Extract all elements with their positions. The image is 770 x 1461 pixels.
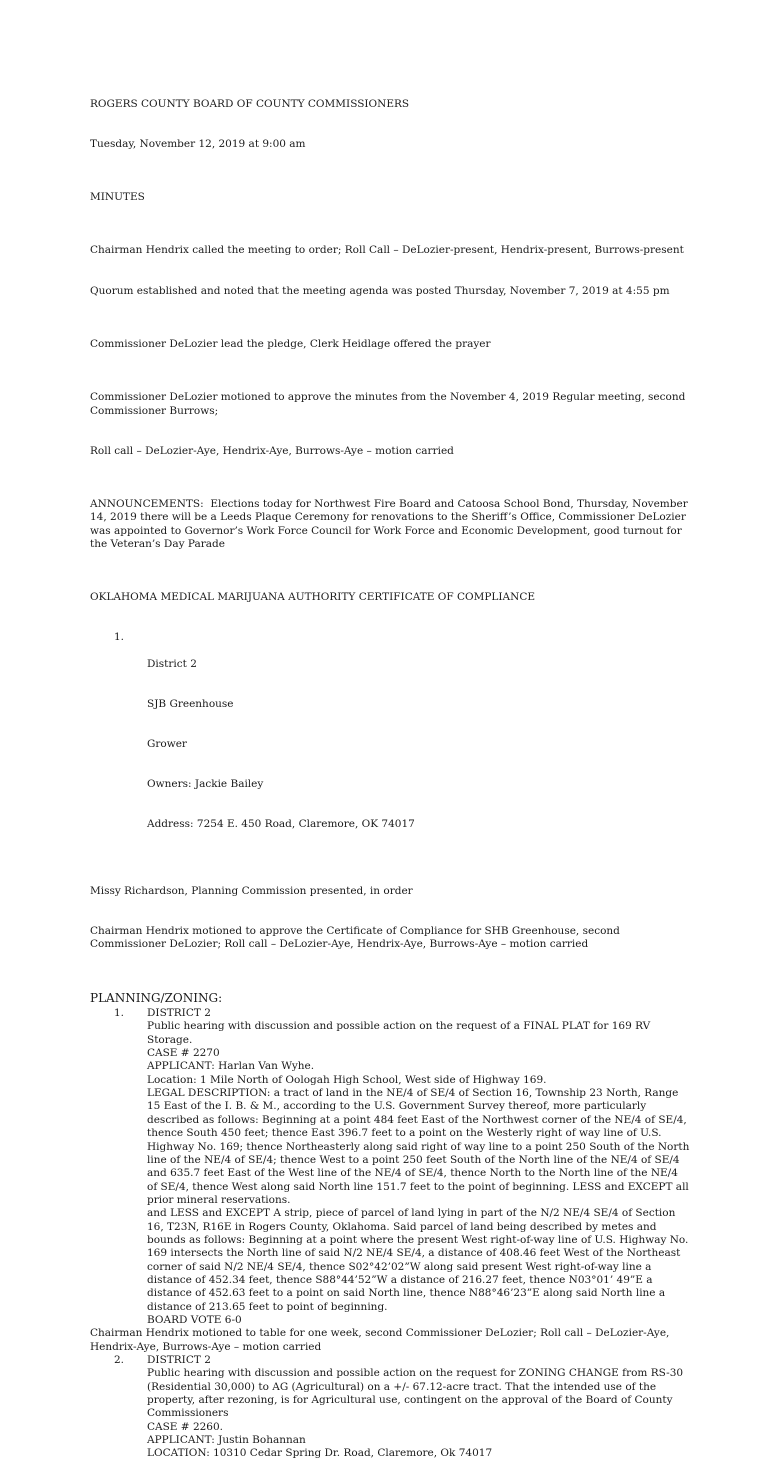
item1-strip-description: and LESS and EXCEPT A strip, piece of parcel of land lying in part of the N/2 NE/4 SE/4 of Section 16, T23N, R16E in Rogers County, Oklahoma. Said parcel of land being described by metes and bounds as follows: Beginning at a point where the present West right-of-way line of U.S. Highway No. 169 intersects the North line of said N/2 NE/4 SE/4, a distance of 408.46 feet West of the Northeast corner of said N/2 NE/4 SE/4, thence S02°42’02”W along said present West right-of-way line a distance of 452.34 feet, thence S88°44’52”W a distance of 216.27 feet, thence N03°01’ 49”E a distance of 452.63 feet to a point on said North line, thence N88°46’23”E along said North line a distance of 213.65 feet to point of beginning. (147, 1207, 692, 1313)
ommca-item (90, 631, 690, 858)
planning-item-1-number: 1. (114, 1007, 125, 1020)
roll-call-text: Chairman Hendrix called the meeting to order; Roll Call – DeLozier-present, Hendrix-present, Burrows-present (90, 244, 684, 257)
quorum-text: Quorum established and noted that the meeting agenda was posted Thursday, November 7, 2019 at 4:55 pm (90, 284, 670, 297)
item1-board-vote: BOARD VOTE 6-0 (147, 1313, 242, 1326)
approve-minutes-section (90, 365, 690, 485)
approve-minutes-motion: Commissioner DeLozier motioned to approve the minutes from the November 4, 2019 Regular meeting, second Commissioner Burrows; (90, 391, 689, 417)
item2-location: LOCATION: 10310 Cedar Spring Dr. Road, Claremore, Ok 74017 (147, 1447, 493, 1460)
ommca-district: District 2 (147, 658, 197, 671)
planning-item-2-number: 2. (114, 1354, 125, 1366)
planning-heading: PLANNING/ZONING: (90, 990, 223, 1005)
minutes-label: MINUTES (90, 191, 145, 204)
meeting-date: Tuesday, November 12, 2019 at 9:00 am (90, 137, 306, 150)
ommca-motion: Chairman Hendrix motioned to approve the Certificate of Compliance for SHB Greenhouse, second Commissioner DeLozier; Roll call – DeLozier-Aye, Hendrix-Aye, Burrows-Aye – motion carried (90, 925, 624, 951)
ommca-type: Grower (147, 738, 187, 751)
planning-item-2 (90, 1354, 690, 1461)
approve-minutes-vote: Roll call – DeLozier-Aye, Hendrix-Aye, Burrows-Aye – motion carried (90, 444, 454, 457)
pledge-text: Commissioner DeLozier lead the pledge, Clerk Heidlage offered the prayer (90, 337, 491, 350)
ommca-section (90, 565, 690, 979)
ommca-item-body (147, 631, 690, 858)
planning-item-1-body (147, 1007, 693, 1327)
ommca-name: SJB Greenhouse (147, 698, 234, 711)
item1-hearing: Public hearing with discussion and possible action on the request of a FINAL PLAT for 169 RV Storage. (147, 1020, 654, 1046)
item1-legal-description: LEGAL DESCRIPTION: a tract of land in the NE/4 of SE/4 of Section 16, Township 23 North, Range 15 East of the I. B. & M., according to the U.S. Government Survey thereof, more particularly described as follows: Beginning at a point 484 feet East of the Northwest corner of the NE/4 of SE/4, thence South 450 feet; thence East 396.7 feet to a point on the Westerly right of way line of U.S. Highway No. 169; thence Northeasterly along said right of way line to a point 250 South of the North line of the NE/4 of SE/4; thence West to a point 250 feet South of the North line of the NE/4 of SE/4 and 635.7 feet East of the West line of the NE/4 of SE/4, thence North to the North line of the NE/4 of SE/4, thence West along said North line 151.7 feet to the point of beginning. LESS and EXCEPT all prior mineral reservations. (147, 1087, 693, 1206)
planning-item-2-body (147, 1354, 690, 1461)
document-header (90, 71, 690, 178)
ommca-address: Address: 7254 E. 450 Road, Claremore, OK 74017 (147, 818, 415, 831)
item2-applicant: APPLICANT: Justin Bohannan (147, 1434, 306, 1447)
ommca-owners: Owners: Jackie Bailey (147, 778, 264, 791)
item2-case: CASE # 2260. (147, 1420, 224, 1433)
planning-item-1 (90, 1007, 693, 1327)
ommca-item-number: 1. (114, 631, 125, 644)
item2-hearing: Public hearing with discussion and possible action on the request for ZONING CHANGE from RS-30 (Residential 30,000) to AG (Agricultural) on a +/- 67.12-acre tract. That the intended use of the property, after rezoning, is for Agricultural use, contingent on the approval of the Board of County Commissioners (147, 1367, 687, 1420)
planning-section (90, 990, 693, 1461)
item1-motion: Chairman Hendrix motioned to table for one week, second Commissioner DeLozier; Roll call – DeLozier-Aye, Hendrix-Aye, Burrows-Aye – motion carried (90, 1327, 673, 1353)
item1-district: DISTRICT 2 (147, 1007, 211, 1020)
item1-location: Location: 1 Mile North of Oologah High School, West side of Highway 169. (147, 1073, 547, 1086)
opening-section (90, 218, 690, 325)
announcements-text: ANNOUNCEMENTS: Elections today for Northwest Fire Board and Catoosa School Bond, Thursday, November 14, 2019 there will be a Leeds Plaque Ceremony for renovations to the Sheriff’s Office, Commissioner DeLozier was appointed to Governor’s Work Force Council for Work Force and Economic Development, good turnout for the Veteran’s Day Parade (90, 498, 692, 551)
ommca-heading: OKLAHOMA MEDICAL MARIJUANA AUTHORITY CERTIFICATE OF COMPLIANCE (90, 591, 536, 604)
item1-applicant: APPLICANT: Harlan Van Wyhe. (147, 1060, 315, 1073)
ommca-presenter: Missy Richardson, Planning Commission presented, in order (90, 884, 413, 897)
item2-district: DISTRICT 2 (147, 1354, 211, 1366)
board-title: ROGERS COUNTY BOARD OF COUNTY COMMISSIONERS (90, 97, 410, 110)
item1-case: CASE # 2270 (147, 1047, 220, 1060)
minutes-document (90, 71, 693, 1461)
